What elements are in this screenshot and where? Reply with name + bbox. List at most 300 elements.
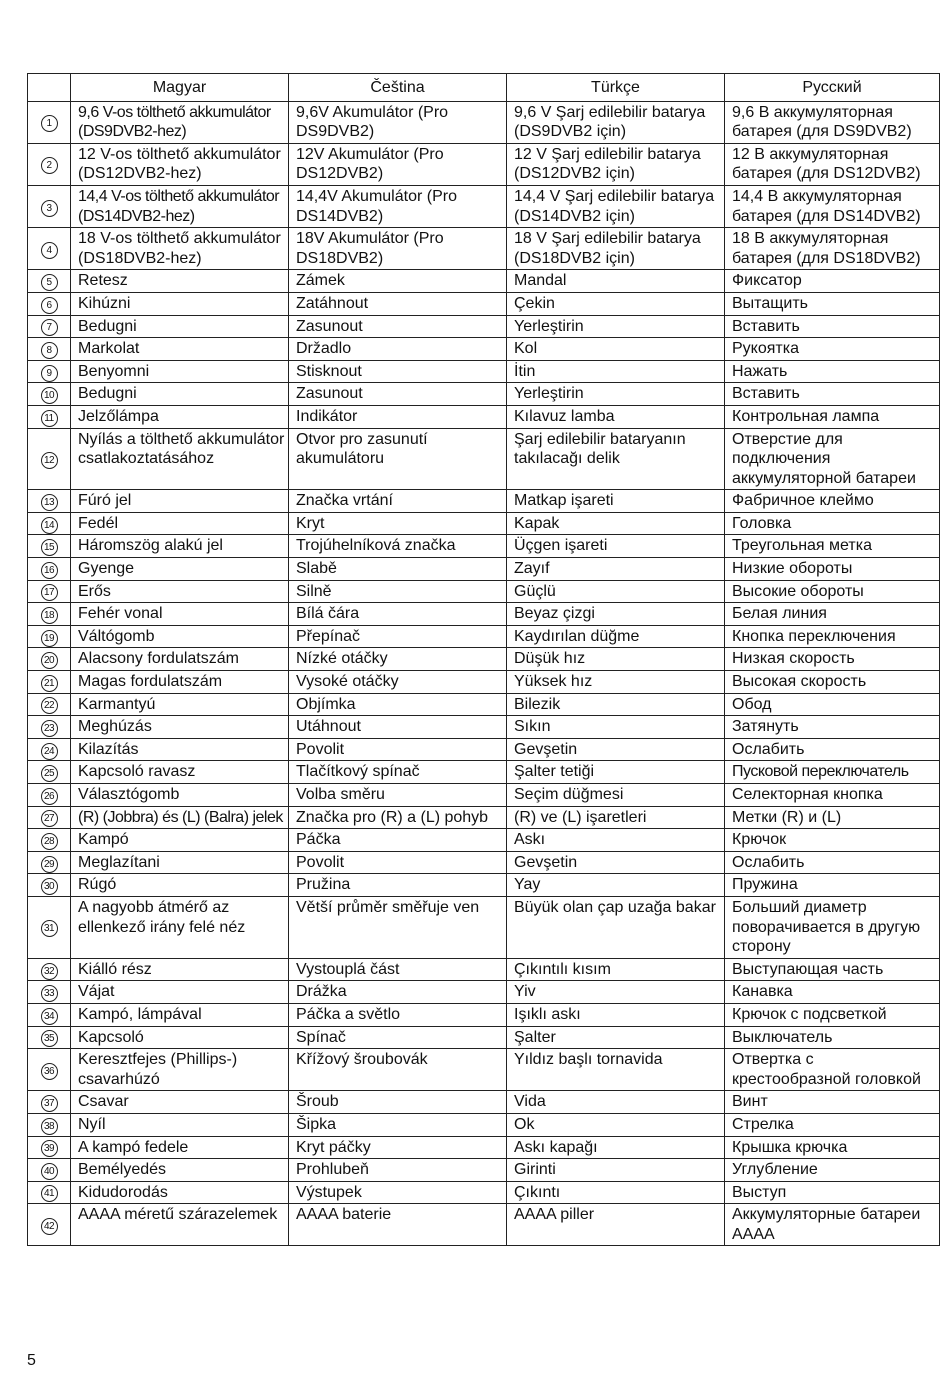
cell-magyar: Csavar (71, 1091, 289, 1114)
circled-number: 33 (41, 985, 58, 1002)
cell-turkce: Girinti (507, 1159, 725, 1182)
row-number-cell (28, 625, 71, 648)
circled-number: 21 (41, 675, 58, 692)
cell-turkce: Kılavuz lamba (507, 405, 725, 428)
cell-russkiy: Винт (725, 1091, 940, 1114)
row-number-cell (28, 383, 71, 406)
circled-number: 13 (41, 494, 58, 511)
cell-russkiy: Вставить (725, 315, 940, 338)
table-row (28, 338, 940, 361)
row-number-cell (28, 693, 71, 716)
header-russkiy: Русский (725, 74, 940, 102)
table-row (28, 270, 940, 293)
table-row (28, 1113, 940, 1136)
circled-number: 12 (41, 452, 58, 469)
cell-magyar: Rúgó (71, 874, 289, 897)
cell-magyar: Keresztfejes (Phillips-) csavarhúzó (71, 1049, 289, 1091)
cell-turkce: Vida (507, 1091, 725, 1114)
cell-turkce: Sıkın (507, 716, 725, 739)
cell-turkce: Bilezik (507, 693, 725, 716)
table-row (28, 851, 940, 874)
row-number-cell (28, 270, 71, 293)
cell-cestina: Drážka (289, 981, 507, 1004)
cell-magyar: A kampó fedele (71, 1136, 289, 1159)
cell-turkce: Düşük hız (507, 648, 725, 671)
cell-cestina: Přepínač (289, 625, 507, 648)
table-row (28, 185, 940, 227)
cell-turkce: Gevşetin (507, 738, 725, 761)
cell-turkce: Gevşetin (507, 851, 725, 874)
row-number-cell (28, 738, 71, 761)
row-number-cell (28, 981, 71, 1004)
row-number-cell (28, 428, 71, 490)
table-row (28, 535, 940, 558)
circled-number: 6 (41, 297, 58, 314)
table-row (28, 1049, 940, 1091)
table-row (28, 428, 940, 490)
row-number-cell (28, 1204, 71, 1246)
circled-number: 11 (41, 410, 58, 427)
cell-cestina: Silně (289, 580, 507, 603)
cell-magyar: Benyomni (71, 360, 289, 383)
cell-russkiy: Нажать (725, 360, 940, 383)
row-number-cell (28, 958, 71, 981)
table-row (28, 1159, 940, 1182)
cell-russkiy: 18 В аккумуляторная батарея (для DS18DVB2) (725, 228, 940, 270)
row-number-cell (28, 405, 71, 428)
cell-magyar: AAAA méretű szárazelemek (71, 1204, 289, 1246)
cell-turkce: Yerleştirin (507, 383, 725, 406)
cell-russkiy: Головка (725, 512, 940, 535)
cell-russkiy: Селекторная кнопка (725, 784, 940, 807)
cell-cestina: Zámek (289, 270, 507, 293)
cell-cestina: Povolit (289, 738, 507, 761)
cell-magyar: Kampó (71, 829, 289, 852)
cell-russkiy: Обод (725, 693, 940, 716)
cell-magyar: Gyenge (71, 558, 289, 581)
cell-cestina: Slabě (289, 558, 507, 581)
cell-turkce: Çekin (507, 292, 725, 315)
cell-russkiy: Отвертка с крестообразной головкой (725, 1049, 940, 1091)
table-body (28, 101, 940, 1246)
cell-magyar: Kidudorodás (71, 1181, 289, 1204)
cell-turkce: 14,4 V Şarj edilebilir batarya (DS14DVB2 için) (507, 185, 725, 227)
circled-number: 24 (41, 743, 58, 760)
cell-turkce: İtin (507, 360, 725, 383)
row-number-cell (28, 1181, 71, 1204)
row-number-cell (28, 558, 71, 581)
row-number-cell (28, 338, 71, 361)
circled-number: 9 (41, 365, 58, 382)
circled-number: 25 (41, 765, 58, 782)
cell-russkiy: Метки (R) и (L) (725, 806, 940, 829)
circled-number: 16 (41, 562, 58, 579)
cell-cestina: Držadlo (289, 338, 507, 361)
cell-cestina: Otvor pro zasunutí akumulátoru (289, 428, 507, 490)
row-number-cell (28, 716, 71, 739)
table-row (28, 558, 940, 581)
cell-magyar: Markolat (71, 338, 289, 361)
cell-russkiy: Стрелка (725, 1113, 940, 1136)
cell-magyar: 9,6 V-os tölthető akkumulátor (DS9DVB2-hez) (71, 101, 289, 143)
table-row (28, 625, 940, 648)
cell-turkce: Seçim düğmesi (507, 784, 725, 807)
cell-cestina: Volba směru (289, 784, 507, 807)
row-number-cell (28, 315, 71, 338)
cell-magyar: Fehér vonal (71, 603, 289, 626)
cell-cestina: Kryt páčky (289, 1136, 507, 1159)
circled-number: 3 (41, 200, 58, 217)
circled-number: 14 (41, 517, 58, 534)
cell-magyar: Vájat (71, 981, 289, 1004)
table-row (28, 315, 940, 338)
row-number-cell (28, 829, 71, 852)
row-number-cell (28, 580, 71, 603)
page-number: 5 (27, 1352, 36, 1369)
circled-number: 18 (41, 607, 58, 624)
circled-number: 31 (41, 920, 58, 937)
table-row (28, 101, 940, 143)
cell-russkiy: Высокая скорость (725, 671, 940, 694)
cell-russkiy: Фиксатор (725, 270, 940, 293)
table-row (28, 490, 940, 513)
cell-turkce: Matkap işareti (507, 490, 725, 513)
cell-cestina: Vystouplá část (289, 958, 507, 981)
cell-cestina: Bílá čára (289, 603, 507, 626)
row-number-cell (28, 761, 71, 784)
cell-turkce: Yay (507, 874, 725, 897)
cell-russkiy: Фабричное клеймо (725, 490, 940, 513)
cell-magyar: Magas fordulatszám (71, 671, 289, 694)
cell-magyar: 12 V-os tölthető akkumulátor (DS12DVB2-hez) (71, 143, 289, 185)
cell-cestina: Pružina (289, 874, 507, 897)
table-row (28, 671, 940, 694)
cell-russkiy: Выступ (725, 1181, 940, 1204)
cell-cestina: 14,4V Akumulátor (Pro DS14DVB2) (289, 185, 507, 227)
cell-cestina: Indikátor (289, 405, 507, 428)
circled-number: 32 (41, 963, 58, 980)
table-row (28, 896, 940, 958)
cell-cestina: Prohlubeň (289, 1159, 507, 1182)
cell-magyar: Kapcsoló (71, 1026, 289, 1049)
cell-turkce: Zayıf (507, 558, 725, 581)
cell-cestina: Křížový šroubovák (289, 1049, 507, 1091)
circled-number: 22 (41, 697, 58, 714)
cell-turkce: Ok (507, 1113, 725, 1136)
header-cestina: Čeština (289, 74, 507, 102)
cell-turkce: Kol (507, 338, 725, 361)
cell-cestina: 18V Akumulátor (Pro DS18DVB2) (289, 228, 507, 270)
cell-magyar: Bemélyedés (71, 1159, 289, 1182)
cell-magyar: Bedugni (71, 315, 289, 338)
table-row (28, 981, 940, 1004)
cell-cestina: Spínač (289, 1026, 507, 1049)
cell-magyar: 18 V-os tölthető akkumulátor (DS18DVB2-hez) (71, 228, 289, 270)
circled-number: 37 (41, 1095, 58, 1112)
row-number-cell (28, 101, 71, 143)
row-number-cell (28, 185, 71, 227)
cell-turkce: Üçgen işareti (507, 535, 725, 558)
circled-number: 7 (41, 319, 58, 336)
cell-russkiy: Вытащить (725, 292, 940, 315)
cell-turkce: Büyük olan çap uzağa bakar (507, 896, 725, 958)
table-row (28, 360, 940, 383)
cell-cestina: Zasunout (289, 315, 507, 338)
cell-russkiy: Ослабить (725, 738, 940, 761)
circled-number: 4 (41, 242, 58, 259)
row-number-cell (28, 603, 71, 626)
circled-number: 19 (41, 630, 58, 647)
cell-russkiy: Высокие обороты (725, 580, 940, 603)
table-row (28, 603, 940, 626)
cell-russkiy: Пружина (725, 874, 940, 897)
table-row (28, 738, 940, 761)
table-row (28, 958, 940, 981)
cell-russkiy: Канавка (725, 981, 940, 1004)
cell-russkiy: Вставить (725, 383, 940, 406)
cell-magyar: Fúró jel (71, 490, 289, 513)
cell-cestina: AAAA baterie (289, 1204, 507, 1246)
cell-turkce: Beyaz çizgi (507, 603, 725, 626)
cell-magyar: Kilazítás (71, 738, 289, 761)
cell-magyar: Kampó, lámpával (71, 1003, 289, 1026)
cell-cestina: Stisknout (289, 360, 507, 383)
circled-number: 35 (41, 1030, 58, 1047)
cell-magyar: Bedugni (71, 383, 289, 406)
cell-magyar: Választógomb (71, 784, 289, 807)
circled-number: 36 (41, 1063, 58, 1080)
cell-turkce: 18 V Şarj edilebilir batarya (DS18DVB2 için) (507, 228, 725, 270)
row-number-cell (28, 874, 71, 897)
table-row (28, 829, 940, 852)
row-number-cell (28, 1049, 71, 1091)
cell-magyar: Háromszög alakú jel (71, 535, 289, 558)
cell-russkiy: Углубление (725, 1159, 940, 1182)
cell-turkce: Işıklı askı (507, 1003, 725, 1026)
cell-turkce: Askı (507, 829, 725, 852)
cell-magyar: Meglazítani (71, 851, 289, 874)
table-row (28, 874, 940, 897)
header-magyar: Magyar (71, 74, 289, 102)
row-number-cell (28, 360, 71, 383)
cell-magyar: Nyílás a tölthető akkumulátor csatlakoztatásához (71, 428, 289, 490)
cell-cestina: Povolit (289, 851, 507, 874)
circled-number: 10 (41, 387, 58, 404)
cell-turkce: Yıldız başlı tornavida (507, 1049, 725, 1091)
cell-cestina: Objímka (289, 693, 507, 716)
header-row (28, 74, 940, 102)
table-row (28, 580, 940, 603)
circled-number: 30 (41, 878, 58, 895)
row-number-cell (28, 143, 71, 185)
cell-russkiy: Отверстие для подключения аккумуляторной батареи (725, 428, 940, 490)
cell-magyar: (R) (Jobbra) és (L) (Balra) jelek (71, 806, 289, 829)
cell-magyar: Jelzőlámpa (71, 405, 289, 428)
cell-cestina: Utáhnout (289, 716, 507, 739)
cell-cestina: 9,6V Akumulátor (Pro DS9DVB2) (289, 101, 507, 143)
table-row (28, 228, 940, 270)
cell-magyar: Váltógomb (71, 625, 289, 648)
cell-russkiy: 9,6 В аккумуляторная батарея (для DS9DVB2) (725, 101, 940, 143)
cell-cestina: Zasunout (289, 383, 507, 406)
table-row (28, 143, 940, 185)
row-number-cell (28, 1091, 71, 1114)
row-number-cell (28, 512, 71, 535)
cell-cestina: Páčka (289, 829, 507, 852)
cell-russkiy: Затянуть (725, 716, 940, 739)
row-number-cell (28, 1159, 71, 1182)
cell-magyar: Kihúzni (71, 292, 289, 315)
row-number-cell (28, 671, 71, 694)
cell-turkce: AAAA piller (507, 1204, 725, 1246)
cell-russkiy: Рукоятка (725, 338, 940, 361)
circled-number: 27 (41, 810, 58, 827)
header-number (28, 74, 71, 102)
cell-russkiy: 12 В аккумуляторная батарея (для DS12DVB2) (725, 143, 940, 185)
cell-russkiy: Аккумуляторные батареи AAAA (725, 1204, 940, 1246)
cell-cestina: Výstupek (289, 1181, 507, 1204)
cell-magyar: 14,4 V-os tölthető akkumulátor (DS14DVB2-hez) (71, 185, 289, 227)
table-row (28, 1091, 940, 1114)
table-row (28, 806, 940, 829)
circled-number: 26 (41, 788, 58, 805)
cell-turkce: Güçlü (507, 580, 725, 603)
row-number-cell (28, 1026, 71, 1049)
circled-number: 5 (41, 274, 58, 291)
row-number-cell (28, 535, 71, 558)
cell-cestina: Značka pro (R) a (L) pohyb (289, 806, 507, 829)
table-row (28, 1136, 940, 1159)
circled-number: 1 (41, 115, 58, 132)
table-row (28, 761, 940, 784)
cell-magyar: Alacsony fordulatszám (71, 648, 289, 671)
cell-cestina: Trojúhelníková značka (289, 535, 507, 558)
cell-turkce: Kaydırılan düğme (507, 625, 725, 648)
row-number-cell (28, 851, 71, 874)
row-number-cell (28, 1113, 71, 1136)
cell-russkiy: Контрольная лампа (725, 405, 940, 428)
table-row (28, 716, 940, 739)
cell-turkce: Yerleştirin (507, 315, 725, 338)
circled-number: 41 (41, 1185, 58, 1202)
cell-cestina: Nízké otáčky (289, 648, 507, 671)
cell-russkiy: Низкие обороты (725, 558, 940, 581)
cell-russkiy: Пусковой переключатель (725, 761, 940, 784)
cell-russkiy: Низкая скорость (725, 648, 940, 671)
cell-turkce: Çıkıntılı kısım (507, 958, 725, 981)
table-row (28, 405, 940, 428)
cell-cestina: Tlačítkový spínač (289, 761, 507, 784)
cell-magyar: Retesz (71, 270, 289, 293)
cell-turkce: Askı kapağı (507, 1136, 725, 1159)
cell-turkce: Şalter (507, 1026, 725, 1049)
table-row (28, 784, 940, 807)
cell-russkiy: Ослабить (725, 851, 940, 874)
translation-table (27, 73, 940, 1246)
cell-cestina: Zatáhnout (289, 292, 507, 315)
row-number-cell (28, 896, 71, 958)
circled-number: 8 (41, 342, 58, 359)
circled-number: 29 (41, 856, 58, 873)
header-turkce: Türkçe (507, 74, 725, 102)
cell-magyar: Erős (71, 580, 289, 603)
row-number-cell (28, 648, 71, 671)
circled-number: 23 (41, 720, 58, 737)
cell-russkiy: Треугольная метка (725, 535, 940, 558)
cell-cestina: Šroub (289, 1091, 507, 1114)
cell-magyar: Meghúzás (71, 716, 289, 739)
table-row (28, 693, 940, 716)
circled-number: 20 (41, 652, 58, 669)
cell-cestina: Šipka (289, 1113, 507, 1136)
cell-turkce: Yiv (507, 981, 725, 1004)
cell-russkiy: Больший диаметр поворачивается в другую сторону (725, 896, 940, 958)
circled-number: 40 (41, 1163, 58, 1180)
table-row (28, 1204, 940, 1246)
cell-turkce: 9,6 V Şarj edilebilir batarya (DS9DVB2 için) (507, 101, 725, 143)
cell-russkiy: Выступающая часть (725, 958, 940, 981)
cell-cestina: Páčka a světlo (289, 1003, 507, 1026)
cell-magyar: Karmantyú (71, 693, 289, 716)
row-number-cell (28, 806, 71, 829)
cell-cestina: Kryt (289, 512, 507, 535)
table-row (28, 512, 940, 535)
cell-magyar: Kiálló rész (71, 958, 289, 981)
table-row (28, 1003, 940, 1026)
table-row (28, 648, 940, 671)
row-number-cell (28, 228, 71, 270)
cell-russkiy: Крючок (725, 829, 940, 852)
circled-number: 34 (41, 1008, 58, 1025)
table-row (28, 292, 940, 315)
cell-turkce: Şarj edilebilir bataryanın takılacağı delik (507, 428, 725, 490)
cell-turkce: Yüksek hız (507, 671, 725, 694)
cell-russkiy: Кнопка переключения (725, 625, 940, 648)
cell-turkce: 12 V Şarj edilebilir batarya (DS12DVB2 için) (507, 143, 725, 185)
table-row (28, 1181, 940, 1204)
cell-russkiy: Крючок с подсветкой (725, 1003, 940, 1026)
cell-magyar: A nagyobb átmérő az ellenkező irány felé néz (71, 896, 289, 958)
row-number-cell (28, 784, 71, 807)
cell-magyar: Nyíl (71, 1113, 289, 1136)
circled-number: 28 (41, 833, 58, 850)
row-number-cell (28, 292, 71, 315)
cell-turkce: Şalter tetiği (507, 761, 725, 784)
cell-russkiy: 14,4 В аккумуляторная батарея (для DS14DVB2) (725, 185, 940, 227)
cell-cestina: Vysoké otáčky (289, 671, 507, 694)
cell-magyar: Fedél (71, 512, 289, 535)
cell-turkce: (R) ve (L) işaretleri (507, 806, 725, 829)
cell-cestina: Větší průměr směřuje ven (289, 896, 507, 958)
circled-number: 2 (41, 157, 58, 174)
circled-number: 15 (41, 539, 58, 556)
cell-russkiy: Крышка крючка (725, 1136, 940, 1159)
cell-turkce: Kapak (507, 512, 725, 535)
table-row (28, 1026, 940, 1049)
cell-cestina: 12V Akumulátor (Pro DS12DVB2) (289, 143, 507, 185)
row-number-cell (28, 490, 71, 513)
cell-turkce: Çıkıntı (507, 1181, 725, 1204)
cell-russkiy: Выключатель (725, 1026, 940, 1049)
cell-turkce: Mandal (507, 270, 725, 293)
circled-number: 38 (41, 1118, 58, 1135)
table-row (28, 383, 940, 406)
circled-number: 39 (41, 1140, 58, 1157)
row-number-cell (28, 1003, 71, 1026)
circled-number: 42 (41, 1218, 58, 1235)
circled-number: 17 (41, 584, 58, 601)
cell-cestina: Značka vrtání (289, 490, 507, 513)
